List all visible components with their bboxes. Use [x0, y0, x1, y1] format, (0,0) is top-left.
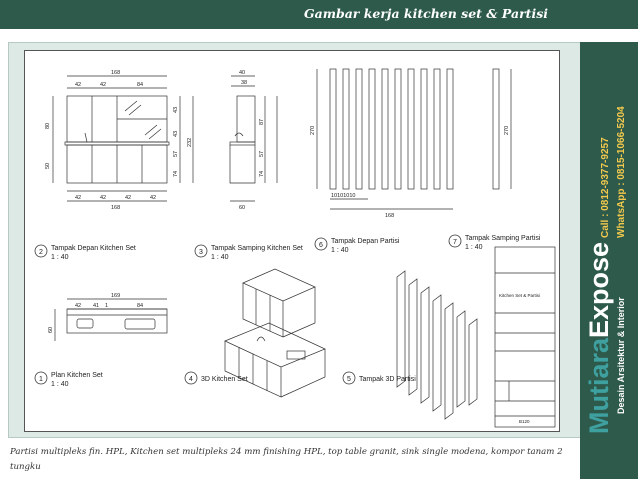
dim-text: 169: [111, 293, 121, 299]
brand-name: [584, 242, 615, 434]
dim-text: 42: [75, 195, 82, 201]
dim-text: 1: [105, 303, 109, 309]
dim-text: 41: [93, 303, 100, 309]
view-name: Tampak Samping Partisi: [465, 235, 541, 242]
dim-text: 42: [150, 195, 157, 201]
page-title: Gambar kerja kitchen set & Partisi: [303, 6, 548, 21]
dim-text: 42: [75, 82, 82, 88]
dim-text: 232: [187, 137, 193, 147]
dim-text: 42: [100, 195, 107, 201]
partition-side: [493, 69, 499, 189]
brand-sidebar: [580, 42, 638, 479]
dim-text: 57: [173, 150, 179, 157]
dim-text: 42: [125, 195, 132, 201]
dim-text: 42: [75, 303, 82, 309]
view-scale: 1 : 40: [51, 254, 69, 261]
dim-text: 168: [111, 70, 121, 76]
title-block-sheet-no: B120: [519, 419, 530, 424]
dim-text: 87: [259, 118, 265, 125]
dim-text: 10101010: [331, 193, 356, 199]
dim-text: 270: [310, 125, 316, 135]
view-scale: 1 : 40: [51, 381, 69, 388]
phone-whatsapp: WhatsApp : 0815-1066-5204: [616, 106, 627, 238]
view-name: Tampak Depan Partisi: [331, 238, 400, 245]
dim-text: 270: [504, 125, 510, 135]
header-bar: [0, 0, 638, 29]
side-upper: [237, 96, 255, 142]
title-block: [495, 247, 555, 427]
view-num: 1: [39, 376, 43, 383]
description-caption: Partisi multipleks fin. HPL, Kitchen set multipleks 24 mm finishing HPL, top table granit, sink single modena, kompor tanam 2 tungku: [10, 447, 563, 472]
view-num: 4: [189, 376, 193, 383]
dim-text: 74: [173, 170, 179, 177]
dim-text: 40: [239, 70, 246, 76]
dim-text: 168: [385, 213, 395, 219]
view-num: 7: [453, 239, 457, 246]
view-name: Tampak 3D Partisi: [359, 376, 416, 383]
dim-text: 80: [45, 122, 51, 129]
dim-text: 74: [259, 170, 265, 177]
title-block-project: Kitchen Set & Partisi: [499, 293, 541, 298]
plan-outline: [67, 309, 167, 333]
brand-name-part1: Mutiara: [584, 337, 614, 434]
view-name: Plan Kitchen Set: [51, 372, 103, 379]
drawing-svg: [25, 51, 559, 431]
view-name: Tampak Depan Kitchen Set: [51, 245, 136, 252]
dim-text: 168: [111, 205, 121, 211]
view-name: Tampak Samping Kitchen Set: [211, 245, 303, 252]
dim-text: 43: [173, 130, 179, 137]
dim-text: 50: [45, 162, 51, 169]
partition-slats: [330, 69, 453, 189]
brand-tagline: Desain Arsitektur & Interior: [616, 297, 626, 414]
view-name: 3D Kitchen Set: [201, 376, 248, 383]
view-scale: 1 : 40: [211, 254, 229, 261]
dim-text: 42: [100, 82, 107, 88]
dim-text: 38: [241, 80, 248, 86]
dim-text: 60: [239, 205, 246, 211]
dim-text: 84: [137, 82, 144, 88]
phone-call: Call : 0812-9377-9257: [600, 137, 611, 238]
countertop: [65, 142, 169, 145]
view-scale: 1 : 40: [465, 244, 483, 251]
brand-name-part2: Expose: [584, 241, 614, 338]
view-scale: 1 : 40: [331, 247, 349, 254]
view-num: 6: [319, 242, 323, 249]
dim-text: 84: [137, 303, 144, 309]
partition-3d: [397, 271, 477, 419]
drawing-area: [24, 50, 560, 432]
dim-text: 60: [48, 326, 54, 333]
view-num: 3: [199, 249, 203, 256]
dim-text: 43: [173, 106, 179, 113]
dim-text: 57: [259, 150, 265, 157]
view-num: 5: [347, 376, 351, 383]
view-num: 2: [39, 249, 43, 256]
